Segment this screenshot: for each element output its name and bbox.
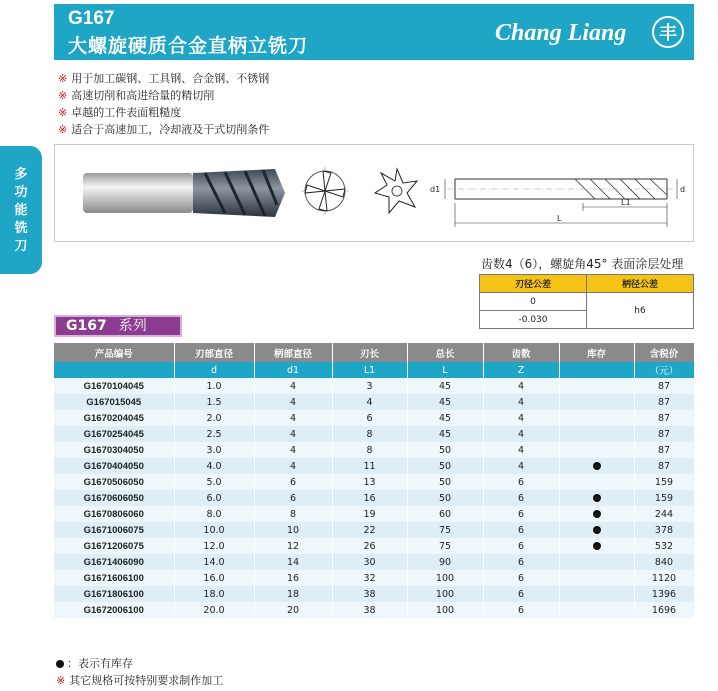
- cell-shank-dia: 16: [254, 570, 332, 586]
- blade-tolerance-upper: 0: [480, 293, 587, 311]
- cell-price: 87: [634, 458, 694, 474]
- cell-code: G1671206075: [54, 538, 174, 554]
- cell-blade-dia: 10.0: [174, 522, 254, 538]
- col-header-teeth: 齿数: [483, 343, 559, 362]
- cell-total-length: 45: [407, 426, 483, 442]
- unit-price: （元）: [634, 362, 694, 378]
- in-stock-dot-icon: [593, 542, 601, 550]
- cell-stock: [559, 474, 634, 490]
- cell-blade-dia: 12.0: [174, 538, 254, 554]
- end-view-4-flute: [301, 167, 349, 215]
- tolerance-header-shank: 柄径公差: [587, 275, 694, 293]
- table-row: [54, 506, 694, 522]
- in-stock-dot-icon: [593, 494, 601, 502]
- cell-total-length: 50: [407, 490, 483, 506]
- feature-item: ※ 高速切削和高进给量的精切削: [58, 89, 215, 102]
- cell-shank-dia: 12: [254, 538, 332, 554]
- cell-total-length: 100: [407, 602, 483, 618]
- cell-code: G1670606050: [54, 490, 174, 506]
- cell-stock: [559, 522, 634, 538]
- cell-price: 159: [634, 474, 694, 490]
- unit-code: [54, 362, 174, 378]
- cell-price: 532: [634, 538, 694, 554]
- col-header-blade-dia: 刃部直径: [174, 343, 254, 362]
- unit-d1: d1: [254, 362, 332, 378]
- cell-teeth: 4: [483, 410, 559, 426]
- cell-blade-dia: 1.5: [174, 394, 254, 410]
- cell-cut-length: 4: [332, 394, 407, 410]
- cell-code: G167015045: [54, 394, 174, 410]
- cell-blade-dia: 18.0: [174, 586, 254, 602]
- feature-list: [58, 70, 269, 138]
- legend-custom: ※ 其它规格可按特别要求制作加工: [56, 674, 224, 687]
- cell-shank-dia: 10: [254, 522, 332, 538]
- cell-total-length: 75: [407, 538, 483, 554]
- cell-stock: [559, 602, 634, 618]
- cell-stock: [559, 378, 634, 394]
- cell-price: 87: [634, 378, 694, 394]
- cell-cut-length: 13: [332, 474, 407, 490]
- dim-d-label: d: [680, 185, 686, 194]
- cell-code: G1670254045: [54, 426, 174, 442]
- cell-shank-dia: 4: [254, 458, 332, 474]
- spec-table: [54, 343, 695, 618]
- dimension-drawing: [430, 179, 685, 227]
- cell-shank-dia: 8: [254, 506, 332, 522]
- table-row: [54, 394, 694, 410]
- in-stock-dot-icon: [593, 462, 601, 470]
- cell-price: 87: [634, 442, 694, 458]
- cell-price: 1396: [634, 586, 694, 602]
- legend-stock: ：表示有库存: [56, 655, 223, 672]
- cell-teeth: 6: [483, 538, 559, 554]
- unit-d: d: [174, 362, 254, 378]
- cell-cut-length: 38: [332, 586, 407, 602]
- cell-code: G1671806100: [54, 586, 174, 602]
- cell-code: G1670304050: [54, 442, 174, 458]
- cell-cut-length: 11: [332, 458, 407, 474]
- table-row: [54, 602, 694, 618]
- table-row: [54, 426, 694, 442]
- in-stock-dot-icon: [593, 510, 601, 518]
- cell-cut-length: 19: [332, 506, 407, 522]
- cell-stock: [559, 554, 634, 570]
- cell-stock: [559, 458, 634, 474]
- cell-stock: [559, 586, 634, 602]
- cell-shank-dia: 6: [254, 474, 332, 490]
- table-row: [54, 554, 694, 570]
- table-row: [54, 522, 694, 538]
- cell-stock: [559, 442, 634, 458]
- feature-item: ※ 卓越的工件表面粗糙度: [58, 106, 182, 119]
- cell-shank-dia: 20: [254, 602, 332, 618]
- cell-stock: [559, 410, 634, 426]
- cell-blade-dia: 20.0: [174, 602, 254, 618]
- cell-code: G1671406090: [54, 554, 174, 570]
- cell-shank-dia: 4: [254, 394, 332, 410]
- cell-shank-dia: 4: [254, 426, 332, 442]
- cell-teeth: 6: [483, 506, 559, 522]
- tolerance-header-blade: 刃径公差: [480, 275, 587, 293]
- cell-shank-dia: 6: [254, 490, 332, 506]
- cell-total-length: 90: [407, 554, 483, 570]
- cell-blade-dia: 1.0: [174, 378, 254, 394]
- blade-tolerance-lower: -0.030: [480, 311, 587, 329]
- series-code: G167: [66, 318, 107, 334]
- cell-price: 159: [634, 490, 694, 506]
- cell-cut-length: 32: [332, 570, 407, 586]
- cell-cut-length: 6: [332, 410, 407, 426]
- brand-logo-icon: [652, 16, 684, 48]
- table-row: [54, 378, 694, 394]
- cell-code: G1670104045: [54, 378, 174, 394]
- cell-price: 1120: [634, 570, 694, 586]
- cell-code: G1671006075: [54, 522, 174, 538]
- col-header-cut-length: 刃长: [332, 343, 407, 362]
- cell-total-length: 50: [407, 458, 483, 474]
- cell-code: G1670404050: [54, 458, 174, 474]
- cell-blade-dia: 5.0: [174, 474, 254, 490]
- table-row: [54, 586, 694, 602]
- cell-stock: [559, 490, 634, 506]
- cell-teeth: 6: [483, 554, 559, 570]
- table-row: [54, 458, 694, 474]
- unit-L1: L1: [332, 362, 407, 378]
- cell-cut-length: 8: [332, 426, 407, 442]
- cell-code: G1670506050: [54, 474, 174, 490]
- cell-total-length: 50: [407, 474, 483, 490]
- cell-shank-dia: 4: [254, 442, 332, 458]
- cell-teeth: 6: [483, 570, 559, 586]
- cell-blade-dia: 2.5: [174, 426, 254, 442]
- cell-blade-dia: 8.0: [174, 506, 254, 522]
- dim-L1-label: L1: [621, 198, 631, 207]
- cell-cut-length: 26: [332, 538, 407, 554]
- legend: [56, 655, 223, 689]
- cell-code: G1671606100: [54, 570, 174, 586]
- unit-Z: Z: [483, 362, 559, 378]
- dim-d1-label: d1: [430, 185, 441, 194]
- cell-price: 87: [634, 426, 694, 442]
- cell-price: 840: [634, 554, 694, 570]
- cell-teeth: 4: [483, 442, 559, 458]
- cell-total-length: 60: [407, 506, 483, 522]
- tolerance-table: [479, 274, 694, 329]
- feature-item: ※ 用于加工碳钢、工具钢、合金钢、不锈钢: [58, 72, 270, 85]
- cell-code: G1670806060: [54, 506, 174, 522]
- cell-stock: [559, 394, 634, 410]
- series-label: 系列: [118, 318, 147, 334]
- cell-cut-length: 22: [332, 522, 407, 538]
- table-row: [54, 442, 694, 458]
- dim-L-label: L: [557, 214, 562, 223]
- cell-total-length: 50: [407, 442, 483, 458]
- cell-shank-dia: 4: [254, 410, 332, 426]
- cell-cut-length: 8: [332, 442, 407, 458]
- cell-shank-dia: 4: [254, 378, 332, 394]
- cell-teeth: 6: [483, 602, 559, 618]
- cell-cut-length: 38: [332, 602, 407, 618]
- cell-teeth: 6: [483, 474, 559, 490]
- cell-blade-dia: 14.0: [174, 554, 254, 570]
- spec-note: 齿数4（6），螺旋角45° 表面涂层处理: [481, 257, 684, 271]
- side-tab-label: 多 功 能 铣 刀: [14, 167, 28, 254]
- cell-cut-length: 3: [332, 378, 407, 394]
- cell-teeth: 4: [483, 378, 559, 394]
- cell-cut-length: 30: [332, 554, 407, 570]
- cell-blade-dia: 16.0: [174, 570, 254, 586]
- col-header-shank-dia: 柄部直径: [254, 343, 332, 362]
- feature-item: ※ 适合于高速加工，冷却液及干式切削条件: [58, 123, 270, 136]
- header-banner: [54, 4, 694, 60]
- cell-stock: [559, 538, 634, 554]
- cell-teeth: 6: [483, 522, 559, 538]
- end-mill-photo: [83, 169, 285, 217]
- cell-code: G1670204045: [54, 410, 174, 426]
- table-row: [54, 410, 694, 426]
- cell-shank-dia: 18: [254, 586, 332, 602]
- cell-blade-dia: 6.0: [174, 490, 254, 506]
- cell-total-length: 45: [407, 394, 483, 410]
- cell-teeth: 4: [483, 458, 559, 474]
- stock-dot-icon: [56, 660, 64, 668]
- cell-price: 87: [634, 410, 694, 426]
- cell-stock: [559, 426, 634, 442]
- cell-total-length: 100: [407, 586, 483, 602]
- cell-stock: [559, 570, 634, 586]
- series-badge: [54, 315, 182, 337]
- table-row: [54, 570, 694, 586]
- cell-price: 1696: [634, 602, 694, 618]
- cell-blade-dia: 3.0: [174, 442, 254, 458]
- cell-price: 244: [634, 506, 694, 522]
- cell-blade-dia: 2.0: [174, 410, 254, 426]
- col-header-stock: 库存: [559, 343, 634, 362]
- col-header-total-length: 总长: [407, 343, 483, 362]
- category-side-tab[interactable]: [0, 146, 42, 274]
- cell-teeth: 4: [483, 394, 559, 410]
- cell-cut-length: 16: [332, 490, 407, 506]
- shank-tolerance: h6: [587, 293, 694, 329]
- in-stock-dot-icon: [593, 526, 601, 534]
- col-header-code: 产品编号: [54, 343, 174, 362]
- brand-name: Chang Liang: [495, 20, 627, 46]
- unit-L: L: [407, 362, 483, 378]
- tool-drawing-panel: [54, 144, 694, 242]
- col-header-price: 含税价: [634, 343, 694, 362]
- table-row: [54, 538, 694, 554]
- cell-price: 87: [634, 394, 694, 410]
- end-view-6-flute: [375, 169, 417, 213]
- cell-total-length: 45: [407, 378, 483, 394]
- table-row: [54, 474, 694, 490]
- cell-total-length: 100: [407, 570, 483, 586]
- cell-teeth: 6: [483, 490, 559, 506]
- product-code-title: G167: [68, 8, 115, 29]
- logo-glyph: 丰: [659, 23, 677, 44]
- cell-total-length: 75: [407, 522, 483, 538]
- table-row: [54, 490, 694, 506]
- cell-total-length: 45: [407, 410, 483, 426]
- cell-shank-dia: 14: [254, 554, 332, 570]
- cell-teeth: 6: [483, 586, 559, 602]
- cell-code: G1672006100: [54, 602, 174, 618]
- product-name-title: 大螺旋硬质合金直柄立铣刀: [68, 35, 309, 57]
- unit-stock: [559, 362, 634, 378]
- cell-teeth: 4: [483, 426, 559, 442]
- cell-blade-dia: 4.0: [174, 458, 254, 474]
- cell-stock: [559, 506, 634, 522]
- cell-price: 378: [634, 522, 694, 538]
